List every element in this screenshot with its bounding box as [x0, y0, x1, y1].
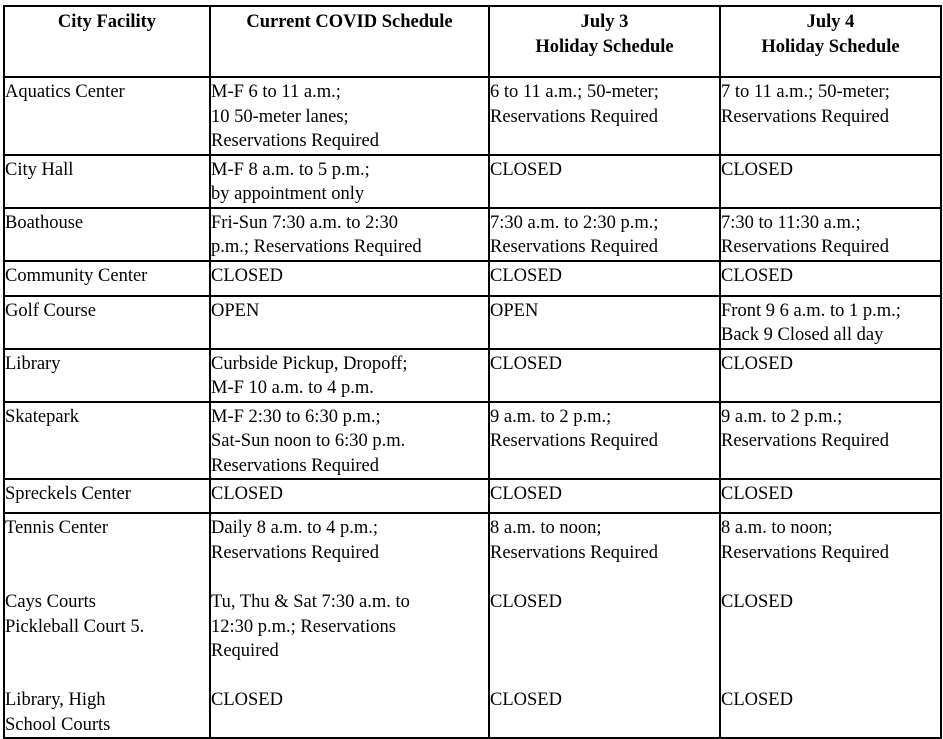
- july3-schedule: CLOSED: [489, 261, 720, 296]
- july3-schedule: 8 a.m. to noon; Reservations Required: [490, 518, 658, 563]
- table-row: [4, 479, 941, 513]
- july3-schedule: CLOSED: [489, 479, 720, 513]
- facility-name: Cays Courts Pickleball Court 5.: [5, 592, 145, 637]
- tennis-july3-cell: [489, 513, 720, 738]
- header-row: [4, 6, 941, 77]
- tennis-facility-cell: [4, 513, 210, 738]
- july3-schedule: CLOSED: [490, 592, 562, 612]
- covid-schedule: Daily 8 a.m. to 4 p.m.; Reservations Required: [211, 518, 379, 563]
- covid-schedule: CLOSED: [211, 690, 283, 710]
- covid-schedule: CLOSED: [210, 479, 489, 513]
- covid-schedule: OPEN: [210, 296, 489, 349]
- covid-schedule: M-F 6 to 11 a.m.; 10 50-meter lanes; Reservations Required: [210, 77, 489, 155]
- table-row: [4, 296, 941, 349]
- july3-schedule: 6 to 11 a.m.; 50-meter; Reservations Required: [489, 77, 720, 155]
- covid-schedule: Tu, Thu & Sat 7:30 a.m. to 12:30 p.m.; Reservations Required: [211, 592, 410, 661]
- july3-schedule: 7:30 a.m. to 2:30 p.m.; Reservations Required: [489, 208, 720, 261]
- facility-name: Golf Course: [4, 296, 210, 349]
- july4-schedule: CLOSED: [720, 479, 941, 513]
- july4-schedule: 9 a.m. to 2 p.m.; Reservations Required: [720, 402, 941, 480]
- july4-schedule: CLOSED: [721, 592, 793, 612]
- july4-schedule: CLOSED: [721, 690, 793, 710]
- july3-schedule: CLOSED: [490, 690, 562, 710]
- table-row: [4, 261, 941, 296]
- covid-schedule: M-F 8 a.m. to 5 p.m.; by appointment only: [210, 155, 489, 208]
- covid-schedule: M-F 2:30 to 6:30 p.m.; Sat-Sun noon to 6:30 p.m. Reservations Required: [210, 402, 489, 480]
- facility-name: City Hall: [4, 155, 210, 208]
- header-city-facility: City Facility: [4, 6, 210, 77]
- covid-schedule: CLOSED: [210, 261, 489, 296]
- facility-name: Community Center: [4, 261, 210, 296]
- facility-name: Library: [4, 349, 210, 402]
- covid-schedule: Curbside Pickup, Dropoff; M-F 10 a.m. to 4 p.m.: [210, 349, 489, 402]
- facility-schedule-table: [3, 5, 942, 739]
- july3-schedule: CLOSED: [489, 155, 720, 208]
- july4-schedule: 7 to 11 a.m.; 50-meter; Reservations Required: [720, 77, 941, 155]
- table-row: [4, 402, 941, 480]
- covid-schedule: Fri-Sun 7:30 a.m. to 2:30 p.m.; Reservations Required: [210, 208, 489, 261]
- july4-schedule: CLOSED: [720, 261, 941, 296]
- facility-name: Library, High School Courts: [5, 690, 111, 735]
- july4-schedule: CLOSED: [720, 349, 941, 402]
- july3-schedule: CLOSED: [489, 349, 720, 402]
- july3-schedule: 9 a.m. to 2 p.m.; Reservations Required: [489, 402, 720, 480]
- july4-schedule: 8 a.m. to noon; Reservations Required: [721, 518, 889, 563]
- july4-schedule: CLOSED: [720, 155, 941, 208]
- header-july4-holiday-schedule: July 4 Holiday Schedule: [720, 6, 941, 77]
- facility-name: Skatepark: [4, 402, 210, 480]
- july4-schedule: 7:30 to 11:30 a.m.; Reservations Required: [720, 208, 941, 261]
- tennis-covid-cell: [210, 513, 489, 738]
- tennis-july4-cell: [720, 513, 941, 738]
- facility-name: Boathouse: [4, 208, 210, 261]
- facility-name: Aquatics Center: [4, 77, 210, 155]
- header-july3-holiday-schedule: July 3 Holiday Schedule: [489, 6, 720, 77]
- july4-schedule: Front 9 6 a.m. to 1 p.m.; Back 9 Closed all day: [720, 296, 941, 349]
- table-row: [4, 155, 941, 208]
- table-row: [4, 77, 941, 155]
- facility-name: Spreckels Center: [4, 479, 210, 513]
- table-row-tennis: [4, 513, 941, 738]
- facility-name: Tennis Center: [5, 518, 108, 538]
- header-current-covid-schedule: Current COVID Schedule: [210, 6, 489, 77]
- july3-schedule: OPEN: [489, 296, 720, 349]
- table-row: [4, 208, 941, 261]
- table-row: [4, 349, 941, 402]
